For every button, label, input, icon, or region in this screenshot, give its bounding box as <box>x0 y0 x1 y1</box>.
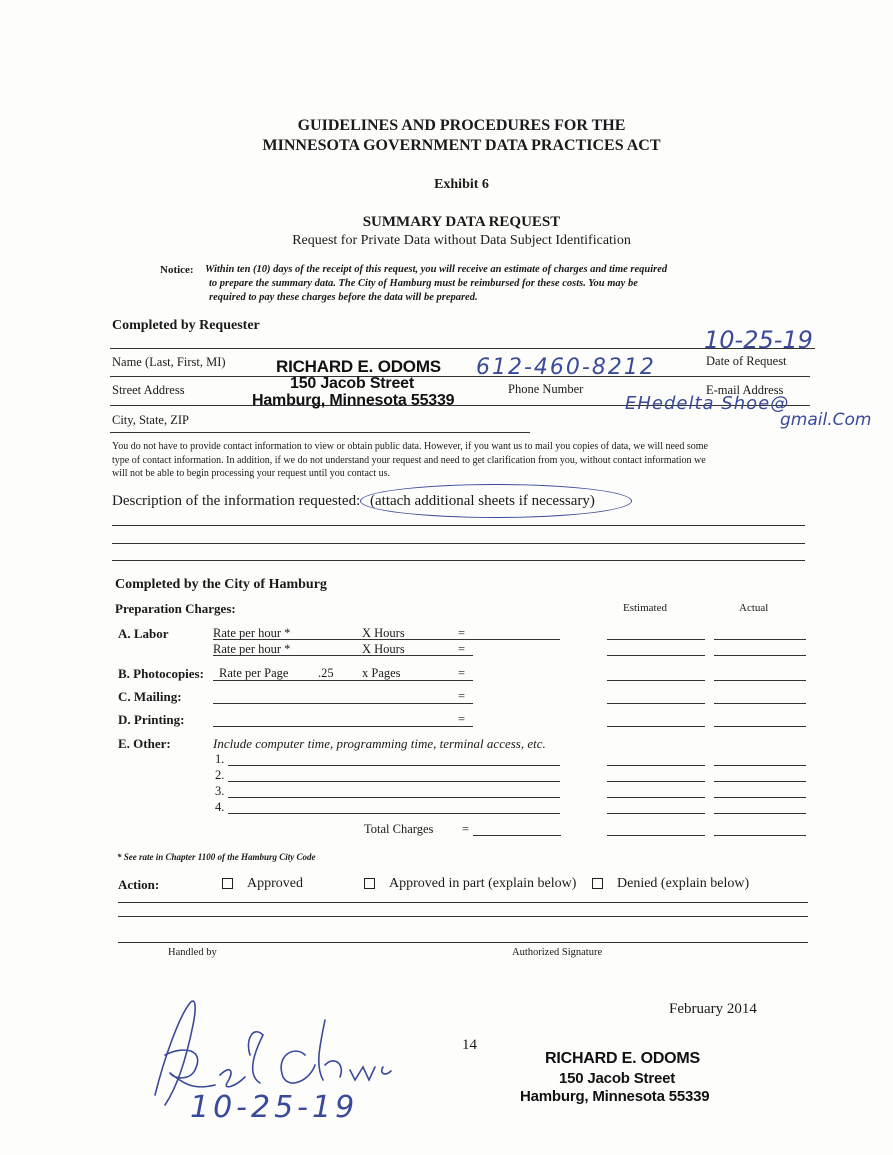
labor-rate-1: Rate per hour * <box>213 626 291 640</box>
approved-part-checkbox[interactable] <box>364 878 375 889</box>
form-title: SUMMARY DATA REQUEST <box>362 214 561 230</box>
prep-charges-label: Preparation Charges: <box>115 601 236 616</box>
labor-est-2[interactable] <box>607 655 705 656</box>
city-row-rule <box>110 432 530 433</box>
footer-date: February 2014 <box>669 1001 757 1017</box>
title-line-1: GUIDELINES AND PROCEDURES FOR THE <box>297 117 626 134</box>
other-num-1: 1. <box>215 752 225 766</box>
other-est-2[interactable] <box>607 781 705 782</box>
handwritten-phone: 612-460-8212 <box>476 355 656 380</box>
x-pages: x Pages <box>362 666 401 680</box>
total-est[interactable] <box>607 835 705 836</box>
photocopies-line[interactable] <box>213 680 473 681</box>
labor-eq-2: = <box>458 642 466 656</box>
street-label: Street Address <box>112 383 185 397</box>
approved-part-option[interactable] <box>364 876 576 892</box>
authorized-signature-label: Authorized Signature <box>512 947 603 958</box>
other-act-1[interactable] <box>714 765 806 766</box>
rate-per-page-value: .25 <box>318 666 334 680</box>
handled-by-label: Handled by <box>168 947 217 958</box>
labor-est-1[interactable] <box>607 639 705 640</box>
printing-label: D. Printing: <box>118 712 185 727</box>
stamp-city: Hamburg, Minnesota 55339 <box>252 392 455 409</box>
stamp-street: 150 Jacob Street <box>290 375 414 392</box>
approved-part-label: Approved in part (explain below) <box>389 876 577 891</box>
other-line-2[interactable] <box>228 781 560 782</box>
labor-hours-2: X Hours <box>362 642 405 656</box>
footnote: * See rate in Chapter 1100 of the Hamburg City Code <box>117 852 316 862</box>
labor-label: A. Labor <box>118 626 169 641</box>
date-label: Date of Request <box>706 354 787 368</box>
other-act-2[interactable] <box>714 781 806 782</box>
mailing-label: C. Mailing: <box>118 689 182 704</box>
handwritten-date: 10-25-19 <box>704 326 813 354</box>
footer-stamp-name: RICHARD E. ODOMS <box>545 1050 701 1067</box>
mailing-eq: = <box>458 689 466 703</box>
labor-line-1[interactable] <box>213 639 560 640</box>
other-act-3[interactable] <box>714 797 806 798</box>
action-label: Action: <box>118 877 160 892</box>
contact-note-line-3: will not be able to begin processing your request until you contact us. <box>112 468 390 479</box>
denied-option[interactable] <box>592 876 749 892</box>
denied-checkbox[interactable] <box>592 878 603 889</box>
printing-act[interactable] <box>714 726 806 727</box>
other-line-1[interactable] <box>228 765 560 766</box>
labor-act-1[interactable] <box>714 639 806 640</box>
other-est-4[interactable] <box>607 813 705 814</box>
description-label: Description of the information requested: <box>112 493 361 509</box>
email-label: E-mail Address <box>706 383 784 397</box>
denied-label: Denied (explain below) <box>617 876 750 891</box>
other-label: E. Other: <box>118 736 171 751</box>
form-subtitle: Request for Private Data without Data Subject Identification <box>292 233 631 248</box>
notice-line-1: Within ten (10) days of the receipt of this request, you will receive an estimate of charges and time required <box>205 264 668 275</box>
notice-label: Notice: <box>160 264 194 276</box>
city-section-title: Completed by the City of Hamburg <box>115 577 327 592</box>
name-row-rule <box>110 376 810 377</box>
photocopies-act[interactable] <box>714 680 806 681</box>
approved-label: Approved <box>247 876 303 891</box>
labor-rate-2: Rate per hour * <box>213 642 291 656</box>
handwritten-circle <box>360 484 632 518</box>
approved-option[interactable] <box>222 876 303 892</box>
other-line-4[interactable] <box>228 813 560 814</box>
notice-line-3: required to pay these charges before the data will be prepared. <box>209 292 478 303</box>
total-eq: = <box>462 822 470 836</box>
printing-eq: = <box>458 712 466 726</box>
other-est-1[interactable] <box>607 765 705 766</box>
total-line[interactable] <box>473 835 561 836</box>
photocopies-est[interactable] <box>607 680 705 681</box>
photocopies-label: B. Photocopies: <box>118 666 204 681</box>
handwritten-email-2: gmail.Com <box>780 410 872 430</box>
mailing-act[interactable] <box>714 703 806 704</box>
other-line-3[interactable] <box>228 797 560 798</box>
action-line-1[interactable] <box>118 902 808 903</box>
stamp-name: RICHARD E. ODOMS <box>276 357 441 376</box>
printing-est[interactable] <box>607 726 705 727</box>
name-label: Name (Last, First, MI) <box>112 355 226 369</box>
other-note: Include computer time, programming time, terminal access, etc. <box>213 736 546 751</box>
title-line-2: MINNESOTA GOVERNMENT DATA PRACTICES ACT <box>262 137 661 154</box>
notice-line-2: to prepare the summary data. The City of Hamburg must be reimbursed for these costs. You may be <box>209 278 638 289</box>
other-num-3: 3. <box>215 784 225 798</box>
approved-checkbox[interactable] <box>222 878 233 889</box>
other-num-4: 4. <box>215 800 225 814</box>
labor-eq-1: = <box>458 626 466 640</box>
description-line-2[interactable] <box>112 543 805 544</box>
other-est-3[interactable] <box>607 797 705 798</box>
signature-rule[interactable] <box>118 942 808 943</box>
labor-act-2[interactable] <box>714 655 806 656</box>
contact-note-line-1: You do not have to provide contact information to view or obtain public data. However, if you want us to mail you copies of data, we will need some <box>112 441 708 452</box>
mailing-est[interactable] <box>607 703 705 704</box>
estimated-header: Estimated <box>623 602 667 614</box>
handwritten-signature-date: 10-25-19 <box>190 1090 359 1125</box>
other-num-2: 2. <box>215 768 225 782</box>
labor-hours-1: X Hours <box>362 626 405 640</box>
labor-line-2[interactable] <box>213 655 473 656</box>
photocopies-eq: = <box>458 666 466 680</box>
description-note: (attach additional sheets if necessary) <box>370 493 595 509</box>
printing-line[interactable] <box>213 726 473 727</box>
other-act-4[interactable] <box>714 813 806 814</box>
page-number: 14 <box>462 1037 477 1053</box>
footer-stamp-street: 150 Jacob Street <box>559 1070 676 1087</box>
description-line-3[interactable] <box>112 560 805 561</box>
handwritten-email-1: EHedelta Shoe@ <box>625 393 790 414</box>
mailing-line[interactable] <box>213 703 473 704</box>
contact-note-line-2: type of contact information. In addition, if we do not understand your request and need to get clarification from you, without contact information we <box>112 455 706 466</box>
footer-stamp-city: Hamburg, Minnesota 55339 <box>520 1088 710 1105</box>
city-label: City, State, ZIP <box>112 413 189 427</box>
exhibit-label: Exhibit 6 <box>434 177 489 192</box>
rate-per-page: Rate per Page <box>219 666 289 680</box>
phone-label: Phone Number <box>508 382 584 396</box>
requester-section-title: Completed by Requester <box>112 318 260 333</box>
description-line-1[interactable] <box>112 525 805 526</box>
total-act[interactable] <box>714 835 806 836</box>
total-charges-label: Total Charges <box>364 822 434 836</box>
actual-header: Actual <box>739 602 769 614</box>
action-line-2[interactable] <box>118 916 808 917</box>
